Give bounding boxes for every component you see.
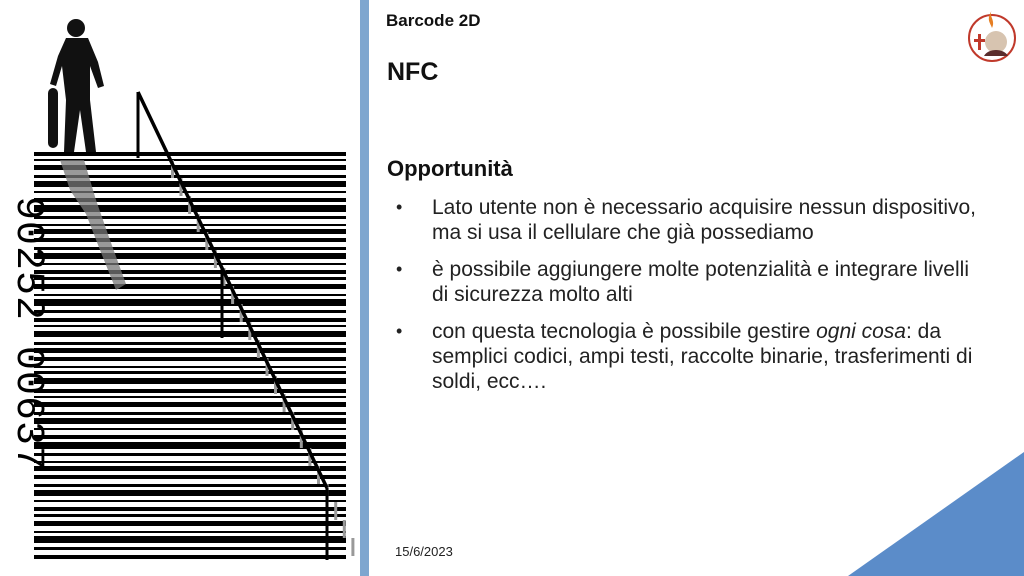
- barcode-bar: [34, 435, 346, 439]
- barcode-bar: [34, 555, 346, 559]
- bullet-dot-icon: •: [396, 259, 403, 279]
- barcode-bar: [34, 442, 346, 449]
- barcode-bar: [34, 378, 346, 384]
- bullet-item: [394, 257, 984, 307]
- barcode-bar: [34, 412, 346, 415]
- barcode-staircase-illustration: [0, 0, 358, 576]
- barcode-bar: [34, 500, 346, 502]
- barcode-digits: 90252 00637: [5, 196, 50, 472]
- barcode-bar: [34, 229, 346, 234]
- barcode-bar: [34, 277, 346, 280]
- barcode-bar: [34, 348, 346, 353]
- barcode-bar: [34, 536, 346, 543]
- barcode-bar: [34, 514, 346, 517]
- barcode-bar: [34, 299, 346, 306]
- barcode-bar: [34, 270, 346, 274]
- barcode-bar: [34, 253, 346, 259]
- barcode-bar: [34, 294, 346, 296]
- barcode-bar: [34, 547, 346, 550]
- barcode-bar: [34, 238, 346, 242]
- barcode-bar: [34, 490, 346, 496]
- bullet-text: è possibile aggiungere molte potenzialità e integrare livelli di sicurezza molto alti: [432, 258, 969, 306]
- barcode-bar: [34, 357, 346, 361]
- barcode-bar: [34, 466, 346, 471]
- barcode-bar: [34, 310, 346, 313]
- section-label: Barcode 2D: [386, 11, 481, 30]
- barcode-bar: [34, 507, 346, 511]
- bullet-text: con questa tecnologia è possibile gestire ogni cosa: da semplici codici, ampi testi, raccolte binarie, trasferimenti di soldi, ecc….: [432, 320, 973, 393]
- barcode-bar: [34, 284, 346, 289]
- barcode-bar: [34, 325, 346, 327]
- bullet-list: [394, 195, 984, 406]
- barcode-bar: [34, 453, 346, 456]
- barcode-bar: [34, 342, 346, 345]
- barcode-bar: [34, 418, 346, 424]
- barcode-bar: [34, 402, 346, 407]
- barcode-bar: [34, 366, 346, 368]
- barcode-bar: [34, 216, 346, 219]
- barcode-bar: [34, 247, 346, 250]
- barcode-bar: [34, 224, 346, 226]
- barcode-bar: [34, 152, 346, 156]
- institution-logo: [966, 6, 1018, 64]
- barcode-bar: [34, 461, 346, 463]
- bullet-dot-icon: •: [396, 197, 403, 217]
- person-silhouette: [48, 19, 104, 152]
- bullet-item: [394, 195, 984, 245]
- barcode-bar: [34, 389, 346, 393]
- bullet-text: Lato utente non è necessario acquisire nessun dispositivo, ma si usa il cellulare che già possediamo: [432, 196, 977, 244]
- accent-vertical-bar: [360, 0, 369, 576]
- barcode-bar: [34, 263, 346, 265]
- barcode-bar: [34, 396, 346, 398]
- barcode-bar: [34, 484, 346, 487]
- barcode-bar: [34, 371, 346, 374]
- footer-date: 15/6/2023: [395, 544, 453, 559]
- bullet-emphasis: ogni cosa: [816, 320, 906, 343]
- slide-subheading: Opportunità: [387, 156, 513, 181]
- barcode-bar: [34, 531, 346, 533]
- bullet-item: [394, 319, 984, 394]
- corner-triangle-decoration: [848, 452, 1024, 576]
- barcode-bar: [34, 331, 346, 337]
- bullet-dot-icon: •: [396, 321, 403, 341]
- barcode-bar: [34, 318, 346, 322]
- slide-title: NFC: [387, 58, 439, 86]
- barcode-bar: [34, 475, 346, 479]
- barcode-bar: [34, 521, 346, 526]
